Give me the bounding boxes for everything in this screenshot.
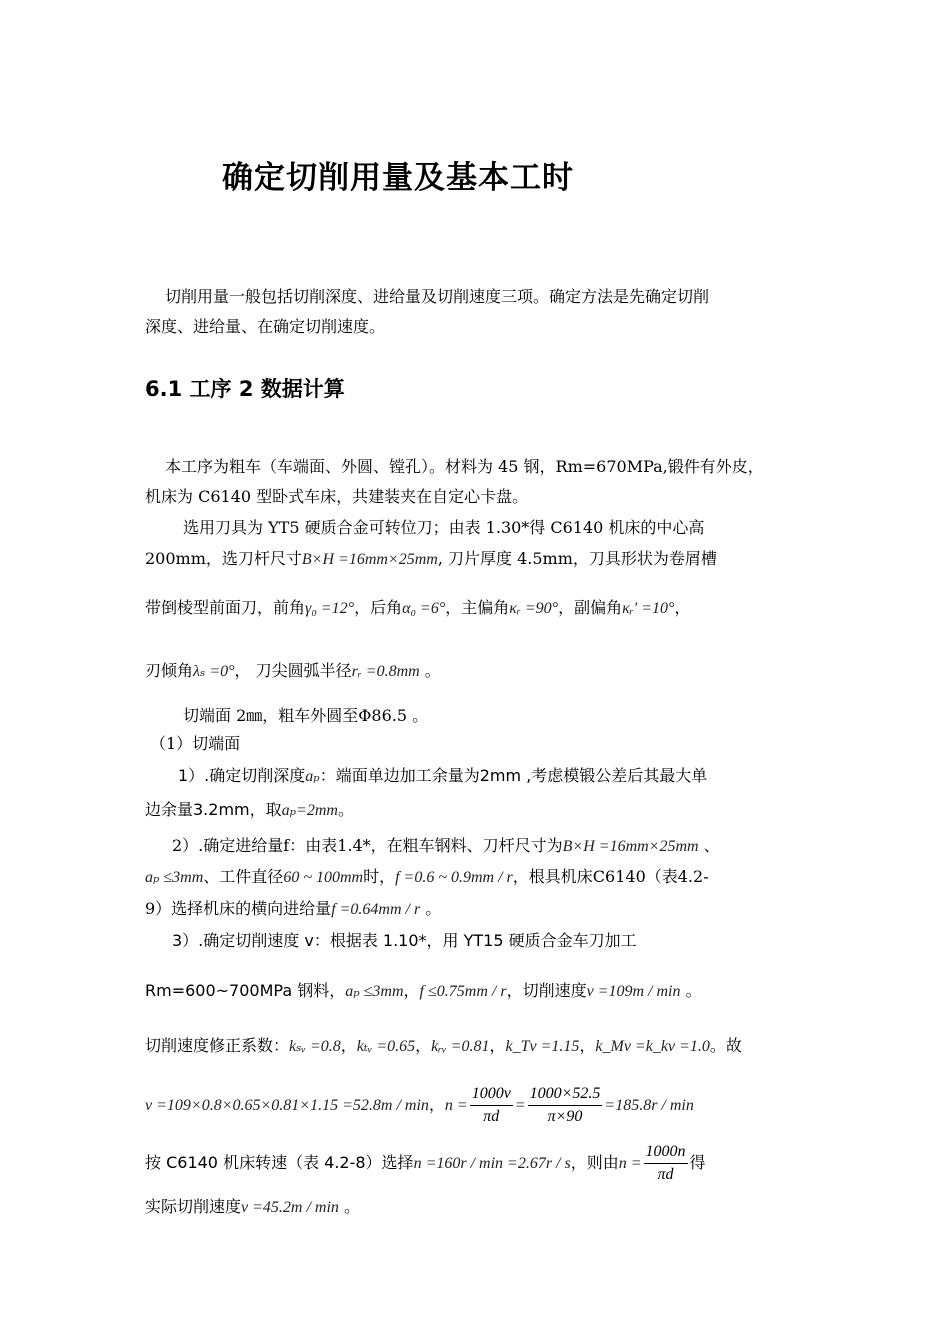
math-n-eq: n = xyxy=(618,1155,642,1172)
text: ， xyxy=(428,1095,445,1114)
text: ，后角 xyxy=(354,598,403,617)
text: Rm=600~700MPa 钢料， xyxy=(145,981,346,1000)
text: 得 xyxy=(689,1153,706,1172)
math-feed-range: f =0.6 ~ 0.9mm / r xyxy=(395,869,513,886)
text: 按 C6140 机床转速（表 4.2-8）选择 xyxy=(145,1153,414,1172)
p1-line-1: 本工序为粗车（车端面、外圆、镗孔）。材料为 45 钢，Rm=670MPa,锻件有外皮， xyxy=(165,457,764,476)
text: 、 xyxy=(698,836,720,855)
math-ksv: kₛᵥ =0.8 xyxy=(289,1038,341,1055)
math-inclination-angle: λₛ =0° xyxy=(193,663,235,680)
text: ，副偏角 xyxy=(558,598,623,617)
s2-line-3 xyxy=(145,898,441,921)
text: ：端面单边加工余量为2mm ,考虑模锻公差后其最大单 xyxy=(319,766,708,785)
text: 实际切削速度 xyxy=(145,1197,242,1216)
text: 刃倾角 xyxy=(145,661,194,680)
math-nose-radius: rᵣ =0.8mm xyxy=(351,663,420,680)
math-toolbar-size: B×H =16mm×25mm xyxy=(562,838,699,855)
intro-line-2: 深度、进给量、在确定切削速度。 xyxy=(145,317,386,336)
math-workpiece-diameter: 60 ~ 100mm xyxy=(283,869,364,886)
s3-line-5 xyxy=(145,1141,706,1186)
fraction-denominator: πd xyxy=(657,1166,674,1183)
text: ， 刀尖圆弧半径 xyxy=(234,661,352,680)
math-kMv: k_Mv =k_kv =1.0 xyxy=(595,1038,710,1055)
text: ， xyxy=(403,981,420,1000)
text: 1）.确定切削深度 xyxy=(178,766,306,785)
s3-line-1: 3）.确定切削速度 v：根据表 1.10*，用 YT15 硬质合金车刀加工 xyxy=(172,931,637,950)
text: 时， xyxy=(363,867,396,886)
math-ktv: kₜᵥ =0.65 xyxy=(356,1038,416,1055)
text: ，则由 xyxy=(570,1153,619,1172)
text: ，切削速度 xyxy=(506,981,587,1000)
math-fraction-3 xyxy=(644,1141,688,1186)
s2-line-2 xyxy=(145,866,709,889)
text: 边余量3.2mm，取 xyxy=(145,800,282,819)
text: 、工件直径 xyxy=(203,867,284,886)
math-minor-cutting-angle: κᵣ′ =10° xyxy=(622,600,675,617)
text: 200mm，选刀杆尺寸 xyxy=(145,549,302,568)
document-title: 确定切削用量及基本工时 xyxy=(222,160,574,196)
s1-line-2 xyxy=(145,799,354,822)
fraction-numerator: 1000×52.5 xyxy=(528,1083,603,1106)
math-clearance-angle: α₀ =6° xyxy=(402,600,446,617)
text: ，根具机床C6140（表4.2- xyxy=(512,867,709,886)
math-toolbar-size: B×H =16mm×25mm xyxy=(301,551,438,568)
math-rake-angle: γ₀ =12° xyxy=(305,600,355,617)
s3-line-3 xyxy=(145,1035,742,1058)
math-n-eq: n = xyxy=(444,1097,468,1114)
math-cutting-speed: v =109m / min xyxy=(586,983,681,1000)
math-fraction-2 xyxy=(528,1083,603,1128)
text: 切削速度修正系数： xyxy=(145,1036,290,1055)
p1-line-2: 机床为 C6140 型卧式车床，共建装夹在自定心卡盘。 xyxy=(145,487,529,506)
math-krv: kᵣᵥ =0.81 xyxy=(431,1038,490,1055)
fraction-numerator: 1000n xyxy=(644,1141,688,1164)
math-speed-result: =185.8r / min xyxy=(604,1097,694,1114)
math-depth-limit: aₚ ≤3mm xyxy=(345,983,404,1000)
p2-line-2 xyxy=(145,548,717,571)
step-1-heading: （1）切端面 xyxy=(150,734,241,753)
s3-line-6 xyxy=(145,1196,360,1219)
math-feed-limit: f ≤0.75mm / r xyxy=(419,983,507,1000)
section-heading: 6.1 工序 2 数据计算 xyxy=(145,377,345,401)
p2-line-1: 选用刀具为 YT5 硬质合金可转位刀；由表 1.30*得 C6140 机床的中心高 xyxy=(183,518,705,537)
s3-line-2 xyxy=(145,980,702,1003)
text: ， xyxy=(340,1036,357,1055)
p2-line-4 xyxy=(145,660,441,683)
s1-line-1 xyxy=(178,765,707,788)
math-fraction-1 xyxy=(470,1083,513,1128)
math-speed-calc: v =109×0.8×0.65×0.81×1.15 =52.8m / min xyxy=(145,1097,429,1114)
p2-line-3 xyxy=(145,597,690,620)
math-selected-speed: n =160r / min =2.67r / s xyxy=(413,1155,571,1172)
math-feed-value: f =0.64mm / r xyxy=(331,901,421,918)
text: 。 xyxy=(419,661,441,680)
text: ， xyxy=(674,598,691,617)
text: 。 xyxy=(680,981,702,1000)
fraction-denominator: π×90 xyxy=(547,1108,583,1125)
text: , 刀片厚度 4.5mm，刀具形状为卷屑槽 xyxy=(437,549,717,568)
math-depth-limit: aₚ ≤3mm xyxy=(145,869,204,886)
text: 。 xyxy=(338,1197,361,1216)
math-kTv: k_Tv =1.15 xyxy=(505,1038,580,1055)
p3-line: 切端面 2㎜，粗车外圆至Φ86.5 。 xyxy=(183,706,429,725)
text: 2）.确定进给量f：由表1.4*，在粗车钢料、刀杆尺寸为 xyxy=(172,836,563,855)
s2-line-1 xyxy=(172,835,720,858)
text: ， xyxy=(489,1036,506,1055)
math-depth-value: aₚ=2mm xyxy=(281,802,338,819)
text: 带倒棱型前面刀，前角 xyxy=(145,598,306,617)
s3-line-4 xyxy=(145,1083,694,1128)
math-depth-of-cut: aₚ xyxy=(305,768,320,785)
text: 。 xyxy=(420,899,442,918)
math-equals: = xyxy=(514,1097,526,1114)
intro-line-1: 切削用量一般包括切削深度、进给量及切削速度三项。确定方法是先确定切削 xyxy=(165,287,710,306)
text: ，主偏角 xyxy=(445,598,510,617)
math-major-cutting-angle: κᵣ =90° xyxy=(509,600,559,617)
fraction-denominator: πd xyxy=(483,1108,500,1125)
text: 。 xyxy=(337,800,354,819)
text: ， xyxy=(579,1036,596,1055)
text: 。故 xyxy=(709,1036,742,1055)
math-actual-speed: v =45.2m / min xyxy=(241,1199,339,1216)
text: 9）选择机床的横向进给量 xyxy=(145,899,332,918)
fraction-numerator: 1000v xyxy=(470,1083,513,1106)
text: ， xyxy=(415,1036,432,1055)
